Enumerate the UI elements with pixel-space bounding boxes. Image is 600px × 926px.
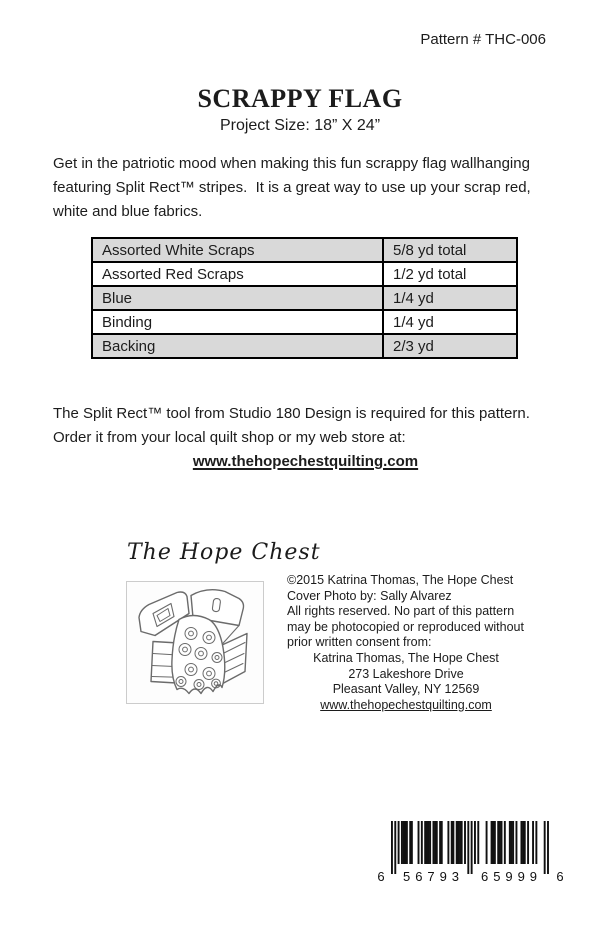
material-qty-cell: 1/2 yd total: [383, 262, 517, 286]
material-qty-cell: 2/3 yd: [383, 334, 517, 358]
upc-barcode: [377, 820, 569, 886]
cover-photo-credit: Cover Photo by: Sally Alvarez: [287, 588, 452, 603]
material-name-cell: Assorted Red Scraps: [92, 262, 383, 286]
tool-requirement-line2: Order it from your local quilt shop or my web store at:: [53, 429, 406, 446]
barcode-graphic: [377, 820, 569, 886]
colophon: [287, 573, 525, 713]
material-name-cell: Binding: [92, 310, 383, 334]
material-name-cell: Assorted White Scraps: [92, 238, 383, 262]
hope-chest-illustration: [126, 581, 264, 704]
contact-name: Katrina Thomas, The Hope Chest: [313, 650, 499, 665]
table-row: [92, 238, 517, 262]
pattern-number: Pattern # THC-006: [420, 31, 546, 48]
contact-address-line1: 273 Lakeshore Drive: [348, 666, 464, 681]
barcode-digit-trail: 6: [556, 869, 564, 884]
material-name-cell: Backing: [92, 334, 383, 358]
table-row: [92, 310, 517, 334]
table-row: [92, 262, 517, 286]
rights-notice-line1: All rights reserved. No part of this pattern: [287, 604, 515, 619]
barcode-digits-right: 65999: [481, 869, 537, 884]
rights-notice-line2: may be photocopied or reproduced without: [287, 619, 524, 634]
rights-notice-line3: prior written consent from:: [287, 635, 432, 650]
intro-paragraph: Get in the patriotic mood when making this fun scrappy flag wallhanging featuring Split Rect™ stripes. It is a great way to use up your scrap red, white and blue fabrics.: [53, 155, 535, 220]
table-row: [92, 286, 517, 310]
barcode-digits-left: 56793: [403, 869, 459, 884]
material-qty-cell: 1/4 yd: [383, 310, 517, 334]
hope-chest-drawing: [127, 582, 263, 703]
store-url: www.thehopechestquilting.com: [192, 453, 419, 470]
table-row: [92, 334, 517, 358]
contact-address-line2: Pleasant Valley, NY 12569: [332, 682, 480, 697]
contact-url: www.thehopechestquilting.com: [320, 697, 492, 712]
copyright-line: ©2015 Katrina Thomas, The Hope Chest: [287, 573, 514, 587]
material-name-cell: Blue: [92, 286, 383, 310]
tool-requirement-note: [53, 402, 558, 474]
page-title: SCRAPPY FLAG: [197, 84, 403, 113]
material-qty-cell: 1/4 yd: [383, 286, 517, 310]
material-qty-cell: 5/8 yd total: [383, 238, 517, 262]
barcode-bars: [391, 821, 549, 874]
materials-table: [91, 237, 518, 359]
project-size: Project Size: 18” X 24”: [219, 117, 381, 134]
barcode-digit-lead: 6: [377, 869, 385, 884]
tool-requirement-line1: The Split Rect™ tool from Studio 180 Design is required for this pattern.: [53, 405, 530, 422]
publisher-logo-text: The Hope Chest: [127, 540, 321, 565]
